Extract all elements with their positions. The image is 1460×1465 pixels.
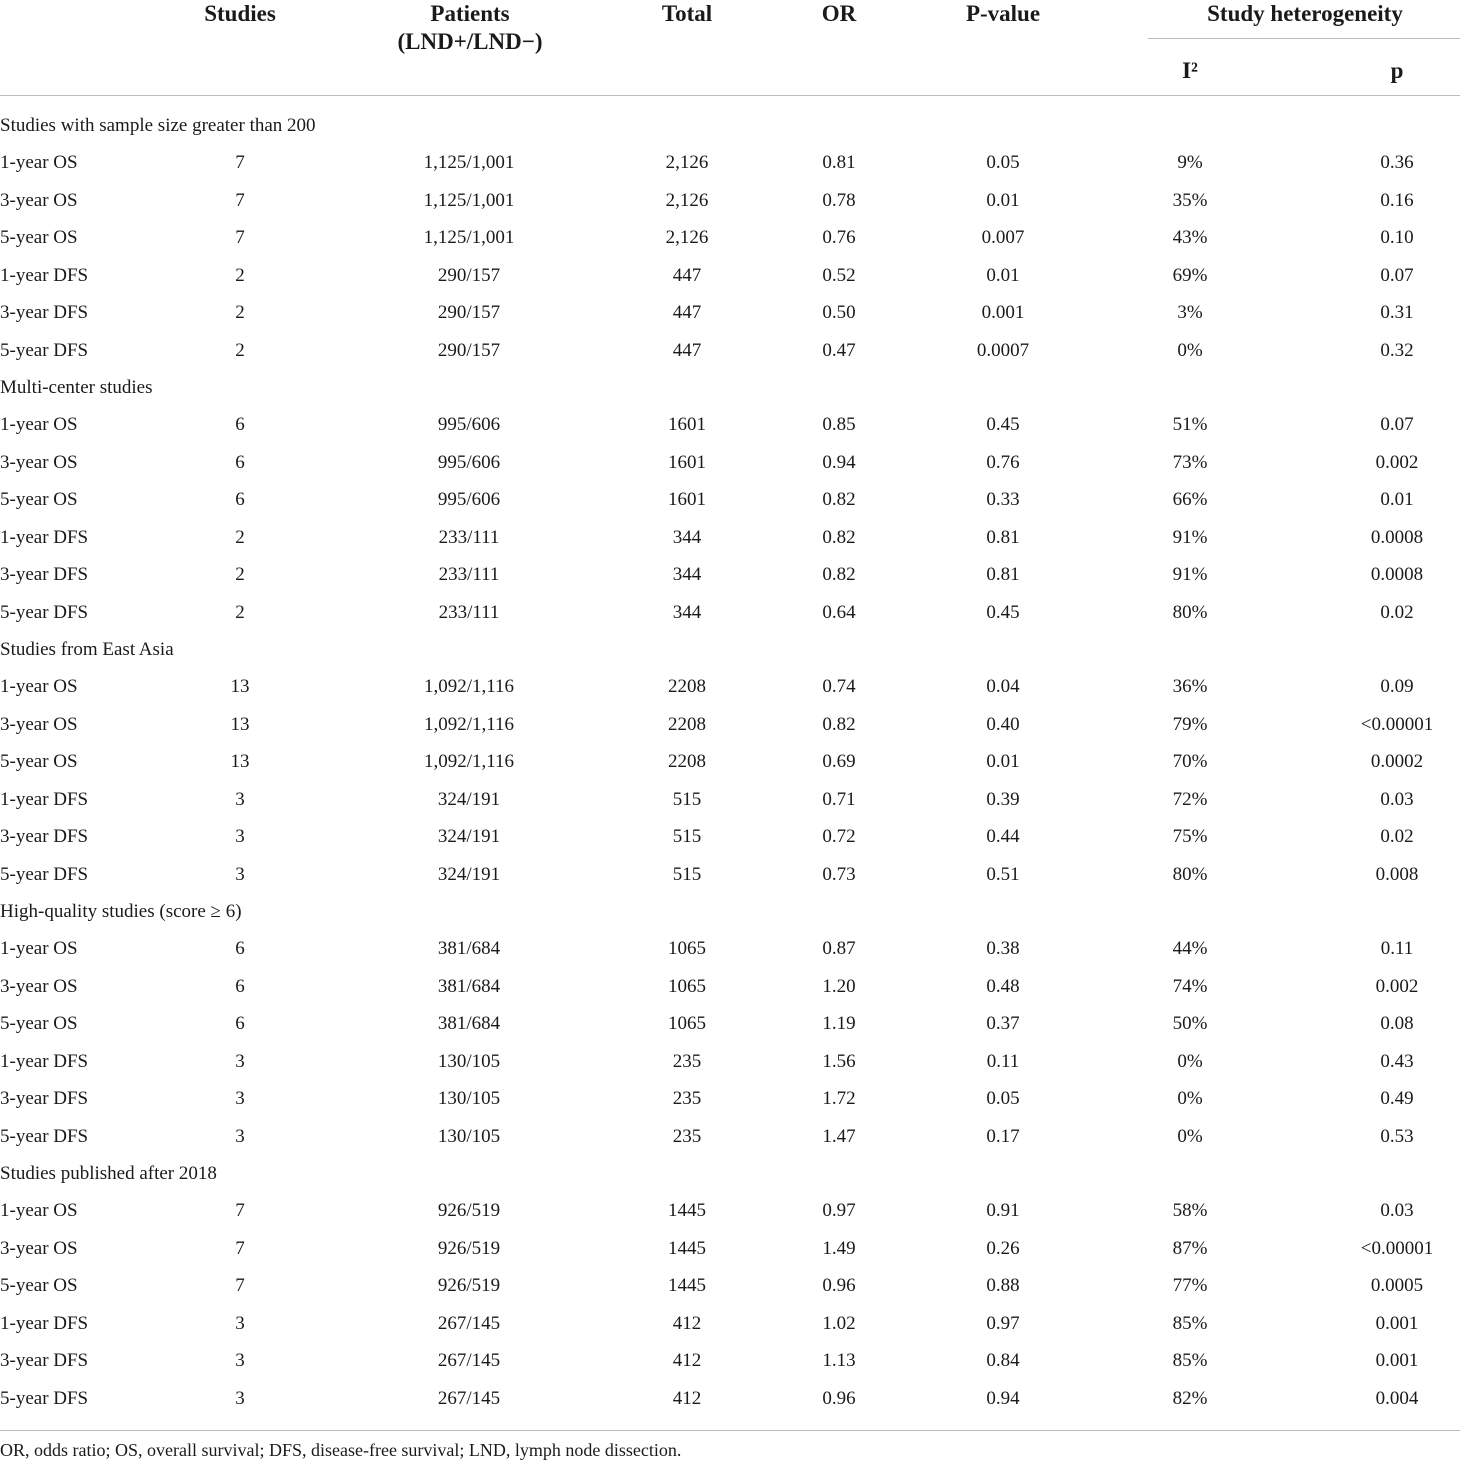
table-row [0, 1118, 1460, 1155]
cell-studies: 2 [235, 302, 245, 324]
cell-p: 0.53 [1380, 1125, 1414, 1147]
cell-p: 0.0002 [1370, 751, 1424, 773]
table-row [0, 1267, 1460, 1304]
cell-studies: 3 [235, 1387, 245, 1409]
table-row [0, 856, 1460, 893]
cell-i2: 72% [1172, 788, 1208, 810]
cell-total: 1445 [668, 1200, 706, 1222]
cell-i2: 36% [1172, 676, 1208, 698]
cell-i2: 70% [1172, 751, 1208, 773]
table-row [0, 668, 1460, 705]
cell-or: 0.97 [822, 1200, 856, 1222]
cell-patients: 381/684 [437, 938, 501, 960]
cell-i2: 58% [1172, 1200, 1208, 1222]
cell-total: 1601 [668, 414, 706, 436]
table-row [0, 1080, 1460, 1117]
cell-total: 1065 [668, 938, 706, 960]
cell-endpoint: 1-year DFS [0, 526, 89, 548]
cell-i2: 0% [1177, 1050, 1203, 1072]
cell-endpoint: 1-year OS [0, 938, 78, 960]
cell-i2: 69% [1172, 264, 1208, 286]
table-row [0, 743, 1460, 780]
cell-studies: 2 [235, 564, 245, 586]
cell-patients: 267/145 [437, 1350, 501, 1372]
cell-studies: 6 [235, 1013, 245, 1035]
cell-studies: 3 [235, 1050, 245, 1072]
cell-total: 447 [672, 264, 702, 286]
cell-endpoint: 1-year DFS [0, 1050, 89, 1072]
cell-total: 1445 [668, 1275, 706, 1297]
section-header-row [0, 631, 1460, 668]
cell-p: 0.03 [1380, 1200, 1414, 1222]
cell-i2: 87% [1172, 1237, 1208, 1259]
cell-patients: 1,125/1,001 [423, 227, 515, 249]
cell-studies: 6 [235, 451, 245, 473]
cell-i2: 0% [1177, 339, 1203, 361]
cell-or: 0.47 [822, 339, 856, 361]
cell-pvalue: 0.01 [986, 189, 1020, 211]
cell-p: 0.02 [1380, 601, 1414, 623]
cell-endpoint: 1-year DFS [0, 264, 89, 286]
cell-total: 2208 [668, 676, 706, 698]
cell-p: 0.36 [1380, 152, 1414, 174]
cell-total: 344 [672, 526, 702, 548]
cell-endpoint: 5-year OS [0, 1013, 78, 1035]
cell-pvalue: 0.40 [986, 713, 1020, 735]
cell-or: 0.87 [822, 938, 856, 960]
cell-pvalue: 0.17 [986, 1125, 1020, 1147]
cell-p: 0.08 [1380, 1013, 1414, 1035]
cell-or: 0.82 [822, 564, 856, 586]
table-row [0, 294, 1460, 331]
cell-endpoint: 3-year DFS [0, 1350, 89, 1372]
cell-patients: 926/519 [437, 1275, 501, 1297]
section-header-row [0, 369, 1460, 406]
header-patients-sub: (LND+/LND−) [397, 29, 543, 54]
table-row [0, 818, 1460, 855]
cell-studies: 2 [235, 339, 245, 361]
cell-pvalue: 0.44 [986, 826, 1020, 848]
header-bottom-rule [0, 95, 1460, 96]
cell-patients: 1,125/1,001 [423, 189, 515, 211]
cell-studies: 3 [235, 1350, 245, 1372]
cell-studies: 3 [235, 1125, 245, 1147]
cell-p: 0.07 [1380, 414, 1414, 436]
cell-pvalue: 0.76 [986, 451, 1020, 473]
cell-studies: 2 [235, 264, 245, 286]
cell-studies: 13 [230, 751, 250, 773]
cell-p: 0.001 [1375, 1350, 1419, 1372]
cell-studies: 7 [235, 1275, 245, 1297]
table-row [0, 1192, 1460, 1229]
cell-studies: 13 [230, 676, 250, 698]
section-header-row [0, 107, 1460, 144]
cell-patients: 290/157 [437, 339, 501, 361]
cell-i2: 74% [1172, 975, 1208, 997]
cell-i2: 44% [1172, 938, 1208, 960]
cell-patients: 381/684 [437, 1013, 501, 1035]
cell-endpoint: 3-year OS [0, 1237, 78, 1259]
cell-total: 344 [672, 564, 702, 586]
cell-or: 0.64 [822, 601, 856, 623]
cell-studies: 3 [235, 826, 245, 848]
cell-or: 0.74 [822, 676, 856, 698]
cell-pvalue: 0.84 [986, 1350, 1020, 1372]
cell-patients: 233/111 [438, 601, 500, 623]
cell-studies: 3 [235, 788, 245, 810]
cell-endpoint: 3-year DFS [0, 826, 89, 848]
cell-pvalue: 0.91 [986, 1200, 1020, 1222]
cell-i2: 9% [1177, 152, 1203, 174]
table-row [0, 930, 1460, 967]
cell-pvalue: 0.0007 [976, 339, 1030, 361]
cell-total: 1601 [668, 451, 706, 473]
cell-pvalue: 0.007 [981, 227, 1025, 249]
cell-or: 0.72 [822, 826, 856, 848]
cell-i2: 82% [1172, 1387, 1208, 1409]
cell-or: 0.78 [822, 189, 856, 211]
cell-pvalue: 0.88 [986, 1275, 1020, 1297]
cell-or: 0.76 [822, 227, 856, 249]
cell-i2: 77% [1172, 1275, 1208, 1297]
cell-i2: 50% [1172, 1013, 1208, 1035]
cell-endpoint: 1-year OS [0, 1200, 78, 1222]
cell-patients: 130/105 [437, 1050, 501, 1072]
cell-i2: 51% [1172, 414, 1208, 436]
cell-p: 0.002 [1375, 451, 1419, 473]
cell-or: 1.13 [822, 1350, 856, 1372]
cell-p: 0.001 [1375, 1312, 1419, 1334]
table-row [0, 444, 1460, 481]
cell-p: 0.008 [1375, 863, 1419, 885]
cell-pvalue: 0.05 [986, 152, 1020, 174]
cell-endpoint: 3-year OS [0, 451, 78, 473]
cell-p: 0.02 [1380, 826, 1414, 848]
cell-pvalue: 0.81 [986, 526, 1020, 548]
cell-patients: 324/191 [437, 788, 501, 810]
header-i2: I² [1182, 58, 1198, 83]
cell-endpoint: 5-year OS [0, 751, 78, 773]
cell-or: 0.85 [822, 414, 856, 436]
cell-or: 0.94 [822, 451, 856, 473]
cell-total: 515 [672, 788, 702, 810]
cell-pvalue: 0.01 [986, 751, 1020, 773]
cell-endpoint: 3-year DFS [0, 302, 89, 324]
cell-patients: 1,092/1,116 [423, 751, 515, 773]
table-row [0, 1342, 1460, 1379]
cell-or: 0.82 [822, 489, 856, 511]
cell-or: 0.50 [822, 302, 856, 324]
cell-p: 0.0005 [1370, 1275, 1424, 1297]
cell-pvalue: 0.04 [986, 676, 1020, 698]
section-title: Multi-center studies [0, 377, 153, 398]
table-row [0, 332, 1460, 369]
cell-studies: 2 [235, 526, 245, 548]
header-or: OR [821, 1, 857, 26]
cell-p: <0.00001 [1360, 713, 1434, 735]
cell-endpoint: 5-year OS [0, 227, 78, 249]
cell-total: 1065 [668, 1013, 706, 1035]
cell-patients: 267/145 [437, 1387, 501, 1409]
cell-or: 1.72 [822, 1088, 856, 1110]
cell-i2: 75% [1172, 826, 1208, 848]
table-footnote: OR, odds ratio; OS, overall survival; DFS, disease-free survival; LND, lymph node dissection. [0, 1440, 682, 1460]
cell-pvalue: 0.39 [986, 788, 1020, 810]
cell-patients: 233/111 [438, 526, 500, 548]
cell-patients: 290/157 [437, 302, 501, 324]
cell-studies: 3 [235, 863, 245, 885]
cell-studies: 6 [235, 938, 245, 960]
cell-pvalue: 0.05 [986, 1088, 1020, 1110]
cell-total: 235 [672, 1088, 702, 1110]
cell-patients: 995/606 [437, 451, 501, 473]
cell-i2: 0% [1177, 1088, 1203, 1110]
section-title: High-quality studies (score ≥ 6) [0, 901, 242, 923]
cell-i2: 85% [1172, 1312, 1208, 1334]
cell-endpoint: 3-year DFS [0, 1088, 89, 1110]
cell-total: 344 [672, 601, 702, 623]
table-row [0, 144, 1460, 181]
cell-p: 0.002 [1375, 975, 1419, 997]
cell-p: 0.31 [1380, 302, 1414, 324]
cell-pvalue: 0.01 [986, 264, 1020, 286]
section-title: Studies with sample size greater than 200 [0, 115, 316, 136]
cell-or: 1.56 [822, 1050, 856, 1072]
section-title: Studies published after 2018 [0, 1163, 217, 1185]
cell-or: 0.96 [822, 1275, 856, 1297]
cell-or: 1.02 [822, 1312, 856, 1334]
header-patients: Patients [430, 1, 510, 26]
cell-studies: 7 [235, 189, 245, 211]
section-header-row [0, 893, 1460, 930]
cell-endpoint: 1-year OS [0, 676, 78, 698]
cell-p: 0.10 [1380, 227, 1414, 249]
cell-total: 1601 [668, 489, 706, 511]
cell-i2: 35% [1172, 189, 1208, 211]
cell-pvalue: 0.37 [986, 1013, 1020, 1035]
cell-studies: 7 [235, 227, 245, 249]
cell-patients: 926/519 [437, 1200, 501, 1222]
header-pvalue: P-value [965, 1, 1041, 26]
cell-or: 1.20 [822, 975, 856, 997]
cell-total: 2208 [668, 751, 706, 773]
table-row [0, 594, 1460, 631]
cell-i2: 73% [1172, 451, 1208, 473]
cell-pvalue: 0.48 [986, 975, 1020, 997]
cell-total: 412 [672, 1312, 702, 1334]
cell-total: 1065 [668, 975, 706, 997]
header-p: p [1390, 58, 1404, 83]
cell-pvalue: 0.45 [986, 601, 1020, 623]
cell-patients: 1,092/1,116 [423, 676, 515, 698]
cell-p: 0.0008 [1370, 564, 1424, 586]
cell-p: 0.09 [1380, 676, 1414, 698]
cell-patients: 130/105 [437, 1125, 501, 1147]
cell-i2: 80% [1172, 601, 1208, 623]
cell-endpoint: 5-year DFS [0, 1387, 89, 1409]
cell-or: 0.96 [822, 1387, 856, 1409]
cell-studies: 7 [235, 152, 245, 174]
cell-pvalue: 0.45 [986, 414, 1020, 436]
section-header-row [0, 1155, 1460, 1192]
cell-or: 0.69 [822, 751, 856, 773]
header-studies: Studies [204, 1, 276, 26]
cell-studies: 7 [235, 1200, 245, 1222]
cell-p: 0.11 [1380, 938, 1414, 960]
cell-p: 0.49 [1380, 1088, 1414, 1110]
cell-p: 0.01 [1380, 489, 1414, 511]
cell-pvalue: 0.81 [986, 564, 1020, 586]
table-row [0, 481, 1460, 518]
table-row [0, 1005, 1460, 1042]
cell-studies: 6 [235, 414, 245, 436]
table-row [0, 556, 1460, 593]
cell-or: 0.81 [822, 152, 856, 174]
table-row [0, 257, 1460, 294]
table-row [0, 219, 1460, 256]
cell-or: 0.71 [822, 788, 856, 810]
cell-studies: 7 [235, 1237, 245, 1259]
cell-total: 447 [672, 339, 702, 361]
cell-patients: 233/111 [438, 564, 500, 586]
table-row [0, 781, 1460, 818]
cell-p: 0.16 [1380, 189, 1414, 211]
cell-total: 235 [672, 1050, 702, 1072]
header-total: Total [661, 1, 713, 26]
cell-endpoint: 5-year OS [0, 489, 78, 511]
cell-total: 1445 [668, 1237, 706, 1259]
cell-patients: 995/606 [437, 489, 501, 511]
cell-endpoint: 5-year DFS [0, 1125, 89, 1147]
cell-endpoint: 3-year OS [0, 975, 78, 997]
table-row [0, 1230, 1460, 1267]
cell-i2: 91% [1172, 564, 1208, 586]
cell-p: 0.43 [1380, 1050, 1414, 1072]
cell-pvalue: 0.26 [986, 1237, 1020, 1259]
cell-total: 412 [672, 1350, 702, 1372]
table-row [0, 1043, 1460, 1080]
cell-endpoint: 1-year OS [0, 152, 78, 174]
table-row [0, 1380, 1460, 1417]
cell-endpoint: 3-year DFS [0, 564, 89, 586]
cell-patients: 926/519 [437, 1237, 501, 1259]
table-row [0, 706, 1460, 743]
cell-studies: 2 [235, 601, 245, 623]
cell-endpoint: 5-year OS [0, 1275, 78, 1297]
cell-or: 0.82 [822, 526, 856, 548]
cell-i2: 80% [1172, 863, 1208, 885]
cell-endpoint: 3-year OS [0, 189, 78, 211]
cell-i2: 43% [1172, 227, 1208, 249]
cell-patients: 130/105 [437, 1088, 501, 1110]
heterogeneity-rule [1148, 38, 1460, 39]
cell-i2: 66% [1172, 489, 1208, 511]
cell-or: 1.47 [822, 1125, 856, 1147]
cell-total: 2,126 [665, 152, 709, 174]
cell-endpoint: 5-year DFS [0, 339, 89, 361]
cell-patients: 290/157 [437, 264, 501, 286]
cell-patients: 1,125/1,001 [423, 152, 515, 174]
cell-i2: 3% [1177, 302, 1203, 324]
cell-patients: 267/145 [437, 1312, 501, 1334]
cell-p: 0.03 [1380, 788, 1414, 810]
cell-patients: 381/684 [437, 975, 501, 997]
cell-or: 0.52 [822, 264, 856, 286]
cell-p: 0.0008 [1370, 526, 1424, 548]
cell-total: 447 [672, 302, 702, 324]
cell-total: 515 [672, 826, 702, 848]
table-row [0, 406, 1460, 443]
header-study-heterogeneity: Study heterogeneity [1207, 1, 1403, 26]
table-bottom-rule [0, 1430, 1460, 1431]
cell-patients: 995/606 [437, 414, 501, 436]
cell-pvalue: 0.33 [986, 489, 1020, 511]
cell-pvalue: 0.97 [986, 1312, 1020, 1334]
cell-endpoint: 1-year DFS [0, 1312, 89, 1334]
cell-studies: 3 [235, 1312, 245, 1334]
cell-studies: 13 [230, 713, 250, 735]
cell-pvalue: 0.001 [981, 302, 1025, 324]
table-row [0, 968, 1460, 1005]
cell-endpoint: 5-year DFS [0, 601, 89, 623]
cell-endpoint: 1-year OS [0, 414, 78, 436]
cell-pvalue: 0.51 [986, 863, 1020, 885]
cell-or: 0.73 [822, 863, 856, 885]
cell-pvalue: 0.11 [986, 1050, 1020, 1072]
cell-studies: 3 [235, 1088, 245, 1110]
cell-p: <0.00001 [1360, 1237, 1434, 1259]
cell-total: 515 [672, 863, 702, 885]
cell-endpoint: 3-year OS [0, 713, 78, 735]
section-title: Studies from East Asia [0, 639, 174, 661]
cell-or: 0.82 [822, 713, 856, 735]
table-row [0, 519, 1460, 556]
cell-pvalue: 0.38 [986, 938, 1020, 960]
cell-patients: 324/191 [437, 863, 501, 885]
cell-or: 1.49 [822, 1237, 856, 1259]
cell-total: 2208 [668, 713, 706, 735]
table-row [0, 1305, 1460, 1342]
cell-studies: 6 [235, 489, 245, 511]
cell-total: 412 [672, 1387, 702, 1409]
cell-pvalue: 0.94 [986, 1387, 1020, 1409]
cell-p: 0.07 [1380, 264, 1414, 286]
cell-studies: 6 [235, 975, 245, 997]
cell-total: 235 [672, 1125, 702, 1147]
cell-patients: 1,092/1,116 [423, 713, 515, 735]
cell-endpoint: 1-year DFS [0, 788, 89, 810]
cell-p: 0.32 [1380, 339, 1414, 361]
cell-i2: 0% [1177, 1125, 1203, 1147]
cell-patients: 324/191 [437, 826, 501, 848]
cell-i2: 79% [1172, 713, 1208, 735]
table-row [0, 182, 1460, 219]
cell-i2: 91% [1172, 526, 1208, 548]
cell-total: 2,126 [665, 227, 709, 249]
cell-endpoint: 5-year DFS [0, 863, 89, 885]
cell-total: 2,126 [665, 189, 709, 211]
cell-i2: 85% [1172, 1350, 1208, 1372]
cell-or: 1.19 [822, 1013, 856, 1035]
cell-p: 0.004 [1375, 1387, 1419, 1409]
